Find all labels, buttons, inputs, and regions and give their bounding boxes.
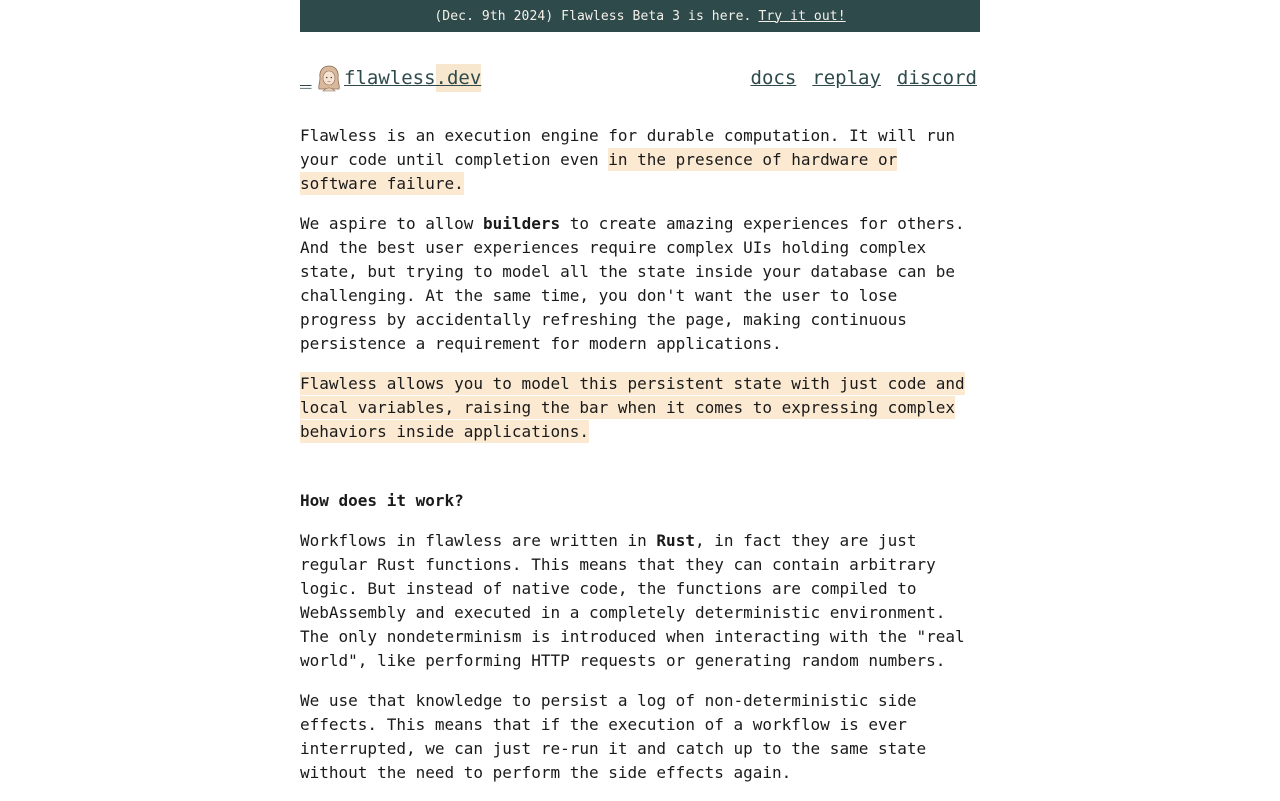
nav-links xyxy=(751,67,977,89)
brand-tld: .dev xyxy=(436,64,482,92)
builders-emphasis: builders xyxy=(483,214,561,233)
brand-name: flawless xyxy=(344,67,436,89)
banner-text: (Dec. 9th 2024) Flawless Beta 3 is here. xyxy=(434,8,752,24)
nav-link-replay[interactable]: replay xyxy=(812,67,881,89)
intro-paragraph-1 xyxy=(300,124,980,196)
nav-link-discord[interactable]: discord xyxy=(896,67,977,89)
how-paragraph-2: We use that knowledge to persist a log of non-deterministic side effects. This means that if the execution of a workflow is ever interrupted, we can just re-run it and catch up to the same state without the need to perform the side effects again. xyxy=(300,691,927,782)
intro-p1-highlight: in the presence of hardware or software failure. xyxy=(300,150,898,193)
girl-avatar-icon xyxy=(316,64,342,92)
main-content xyxy=(300,124,980,785)
page xyxy=(300,0,980,801)
intro-p2-text-b: to create amazing experiences for others. And the best user experiences require complex UIs holding complex state, but trying to model all the state inside your database can be challenging. At the same time, you don't want the user to lose progress by accidentally refreshing the page, making continuous persistence a requirement for modern applications. xyxy=(300,214,965,353)
intro-paragraph-3 xyxy=(300,372,980,444)
brand-underscore: _ xyxy=(300,67,312,89)
how-it-works-heading: How does it work? xyxy=(300,491,464,510)
nav-link-docs[interactable]: docs xyxy=(750,67,797,89)
intro-p2-text-a: We aspire to allow xyxy=(300,214,484,233)
intro-p1-text: Flawless is an execution engine for durable computation. It will run your code until completion even xyxy=(300,126,956,169)
how-p1-text-a: Workflows in flawless are written in xyxy=(300,531,657,550)
home-link[interactable] xyxy=(300,64,481,92)
intro-paragraph-2 xyxy=(300,212,980,356)
top-nav xyxy=(300,32,980,124)
rust-emphasis: Rust xyxy=(656,531,695,550)
how-paragraph-1 xyxy=(300,529,980,673)
announcement-banner xyxy=(300,0,980,32)
how-p1-text-b: , in fact they are just regular Rust functions. This means that they can contain arbitrary logic. But instead of native code, the functions are compiled to WebAssembly and executed in a completely deterministic environment. The only nondeterminism is introduced when interacting with the "real world", like performing HTTP requests or generating random numbers. xyxy=(300,531,965,670)
try-it-out-link[interactable]: Try it out! xyxy=(758,8,846,24)
intro-p3-highlight: Flawless allows you to model this persistent state with just code and local variables, raising the bar when it comes to expressing complex behaviors inside applications. xyxy=(300,374,965,441)
